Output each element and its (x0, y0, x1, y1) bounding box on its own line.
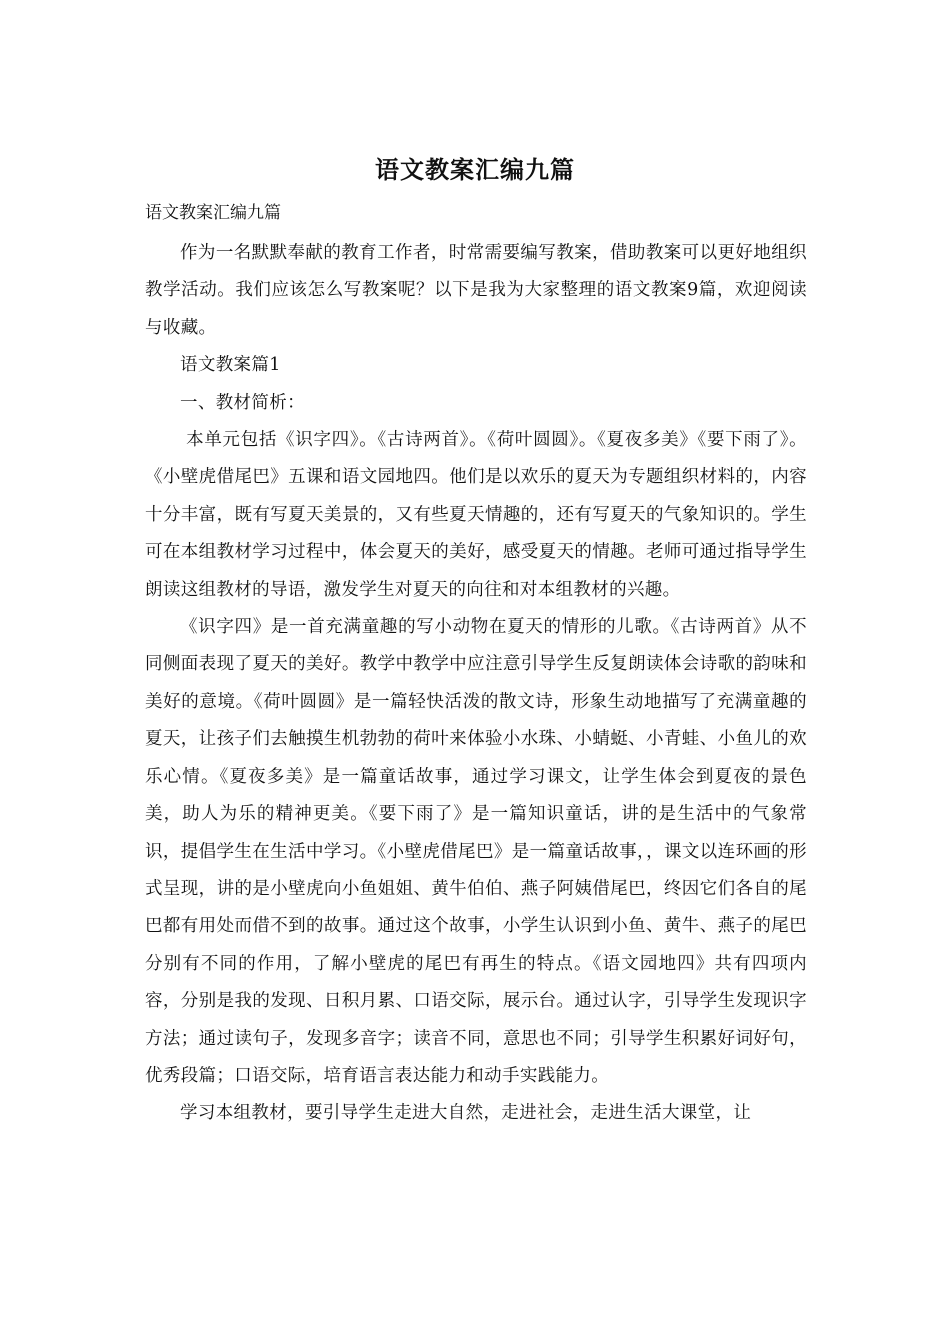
section-heading: 语文教案篇1 (180, 355, 281, 376)
body-paragraph: 学习本组教材，要引导学生走进大自然，走进社会，走进生活大课堂，让 (180, 1103, 752, 1124)
intro-paragraph: 作为一名默默奉献的教育工作者，时常需要编写教案，借助教案可以更好地组织教学活动。我们应该怎么写教案呢？以下是我为大家整理的语文教案9篇，欢迎阅读与收藏。 (145, 243, 807, 338)
body-paragraph: 《识字四》是一首充满童趣的写小动物在夏天的情形的儿歌。《古诗两首》从不同侧面表现了夏天的美好。教学中教学中应注意引导学生反复朗读体会诗歌的韵味和美好的意境。《荷叶圆圆》是一篇轻快活泼的散文诗，形象生动地描写了充满童趣的夏天，让孩子们去触摸生机勃勃的荷叶来体验小水珠、小蜻蜓、小青蛙、小鱼儿的欢乐心情。《夏夜多美》是一篇童话故事，通过学习课文，让学生体会到夏夜的景色美，助人为乐的精神更美。《要下雨了》是一篇知识童话，讲的是生活中的气象常识，提倡学生在生活中学习。《小壁虎借尾巴》是一篇童话故事，，课文以连环画的形式呈现，讲的是小壁虎向小鱼姐姐、黄牛伯伯、燕子阿姨借尾巴，终因它们各自的尾巴都有用处而借不到的故事。通过这个故事，小学生认识到小鱼、黄牛、燕子的尾巴分别有不同的作用，了解小壁虎的尾巴有再生的特点。《语文园地四》共有四项内容，分别是我的发现、日积月累、口语交际，展示台。通过认字，引导学生发现识字方法；通过读句子，发现多音字；读音不同，意思也不同；引导学生积累好词好句，优秀段篇；口语交际，培育语言表达能力和动手实践能力。 (145, 617, 807, 1086)
document-title: 语文教案汇编九篇 (375, 155, 575, 184)
body-paragraph: 本单元包括《识字四》。《古诗两首》。《荷叶圆圆》。《夏夜多美》《要下雨了》。《小壁虎借尾巴》五课和语文园地四。他们是以欢乐的夏天为专题组织材料的，内容十分丰富，既有写夏天美景的，又有些夏天情趣的，还有写夏天的气象知识的。学生可在本组教材学习过程中，体会夏天的美好，感受夏天的情趣。老师可通过指导学生朗读这组教材的导语，激发学生对夏天的向往和对本组教材的兴趣。 (145, 430, 807, 600)
document-body (145, 235, 807, 1133)
document-subtitle: 语文教案汇编九篇 (145, 203, 281, 223)
subsection-heading: 一、教材简析： (180, 392, 305, 413)
